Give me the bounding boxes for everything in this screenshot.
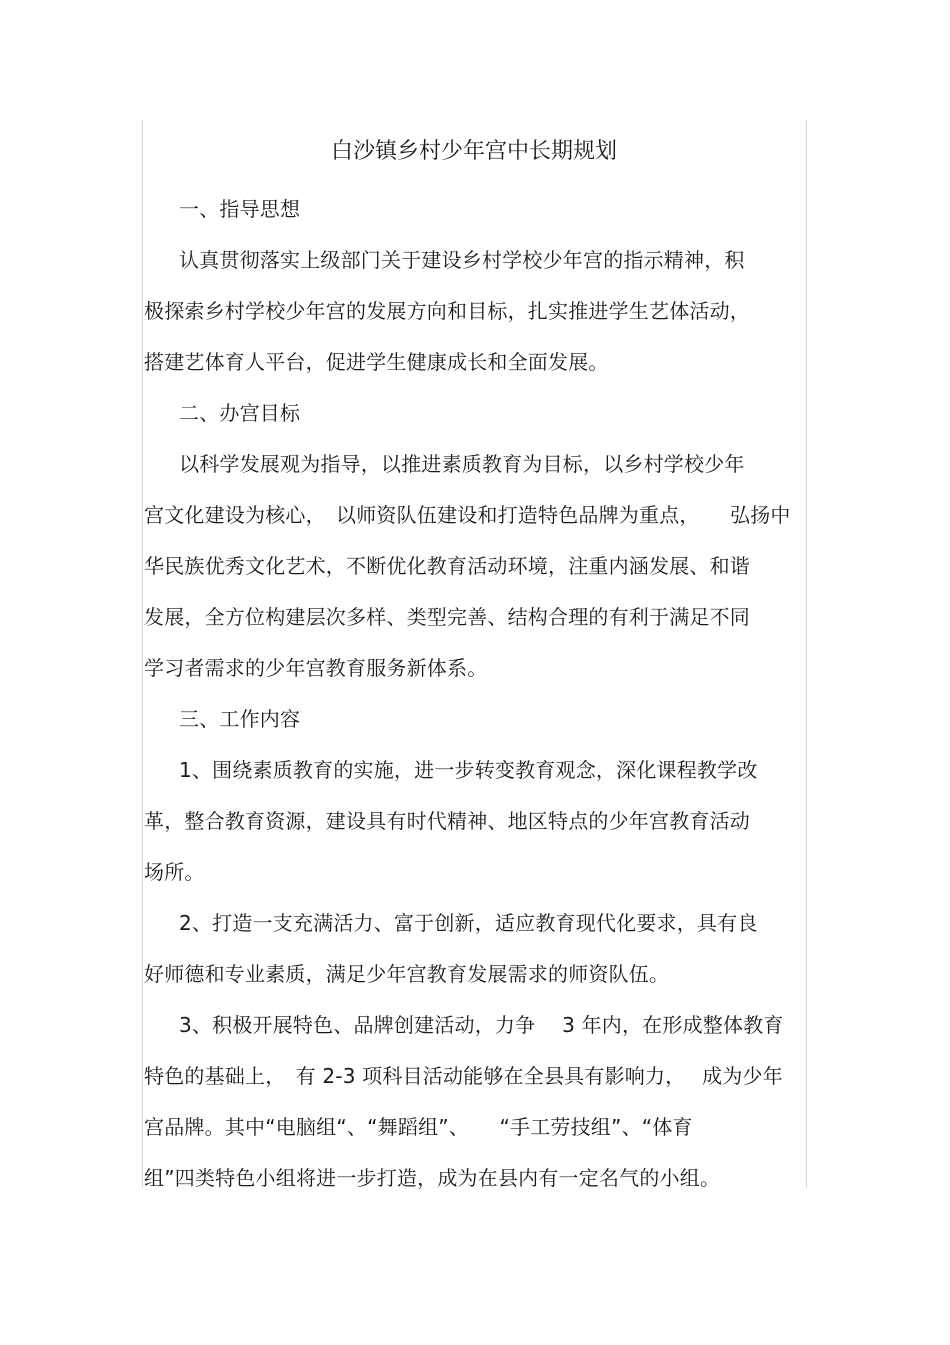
document-title: 白沙镇乡村少年宫中长期规划: [330, 139, 617, 164]
paragraph-line: 宫品牌。其中“电脑组“、“舞蹈组”、 “手工劳技组”、“体育: [144, 1115, 693, 1139]
paragraph-line: 极探索乡村学校少年宫的发展方向和目标，扎实推进学生艺体活动，: [144, 299, 750, 323]
left-margin-rule: [142, 120, 143, 1188]
paragraph-line: 认真贯彻落实上级部门关于建设乡村学校少年宫的指示精神，积: [179, 248, 745, 272]
paragraph-line: 华民族优秀文化艺术，不断优化教育活动环境，注重内涵发展、和谐: [144, 554, 750, 578]
paragraph-line: 好师德和专业素质，满足少年宫教育发展需求的师资队伍。: [144, 962, 670, 986]
right-margin-rule: [806, 120, 807, 1188]
section-heading-2: 二、办宫目标: [179, 401, 301, 425]
list-item-1: 1、围绕素质教育的实施，进一步转变教育观念，深化课程教学改: [179, 758, 758, 782]
paragraph-line: 宫文化建设为核心， 以师资队伍建设和打造特色品牌为重点， 弘扬中: [144, 503, 791, 527]
paragraph-line: 发展，全方位构建层次多样、类型完善、结构合理的有利于满足不同: [144, 605, 750, 629]
document-body: [144, 132, 804, 1204]
section-heading-1: 一、指导思想: [179, 197, 301, 221]
paragraph-line: 搭建艺体育人平台，促进学生健康成长和全面发展。: [144, 350, 609, 374]
paragraph-line: 组”四类特色小组将进一步打造，成为在县内有一定名气的小组。: [144, 1166, 721, 1190]
paragraph-line: 以科学发展观为指导，以推进素质教育为目标，以乡村学校少年: [179, 452, 745, 476]
paragraph-line: 特色的基础上， 有 2-3 项科目活动能够在全县具有影响力， 成为少年: [144, 1064, 783, 1088]
section-heading-3: 三、工作内容: [179, 707, 301, 731]
list-item-3: 3、积极开展特色、品牌创建活动，力争 3 年内，在形成整体教育: [179, 1013, 784, 1037]
paragraph-line: 场所。: [144, 860, 205, 884]
paragraph-line: 学习者需求的少年宫教育服务新体系。: [144, 656, 488, 680]
list-item-2: 2、打造一支充满活力、富于创新，适应教育现代化要求，具有良: [179, 911, 758, 935]
paragraph-line: 革，整合教育资源，建设具有时代精神、地区特点的少年宫教育活动: [144, 809, 750, 833]
